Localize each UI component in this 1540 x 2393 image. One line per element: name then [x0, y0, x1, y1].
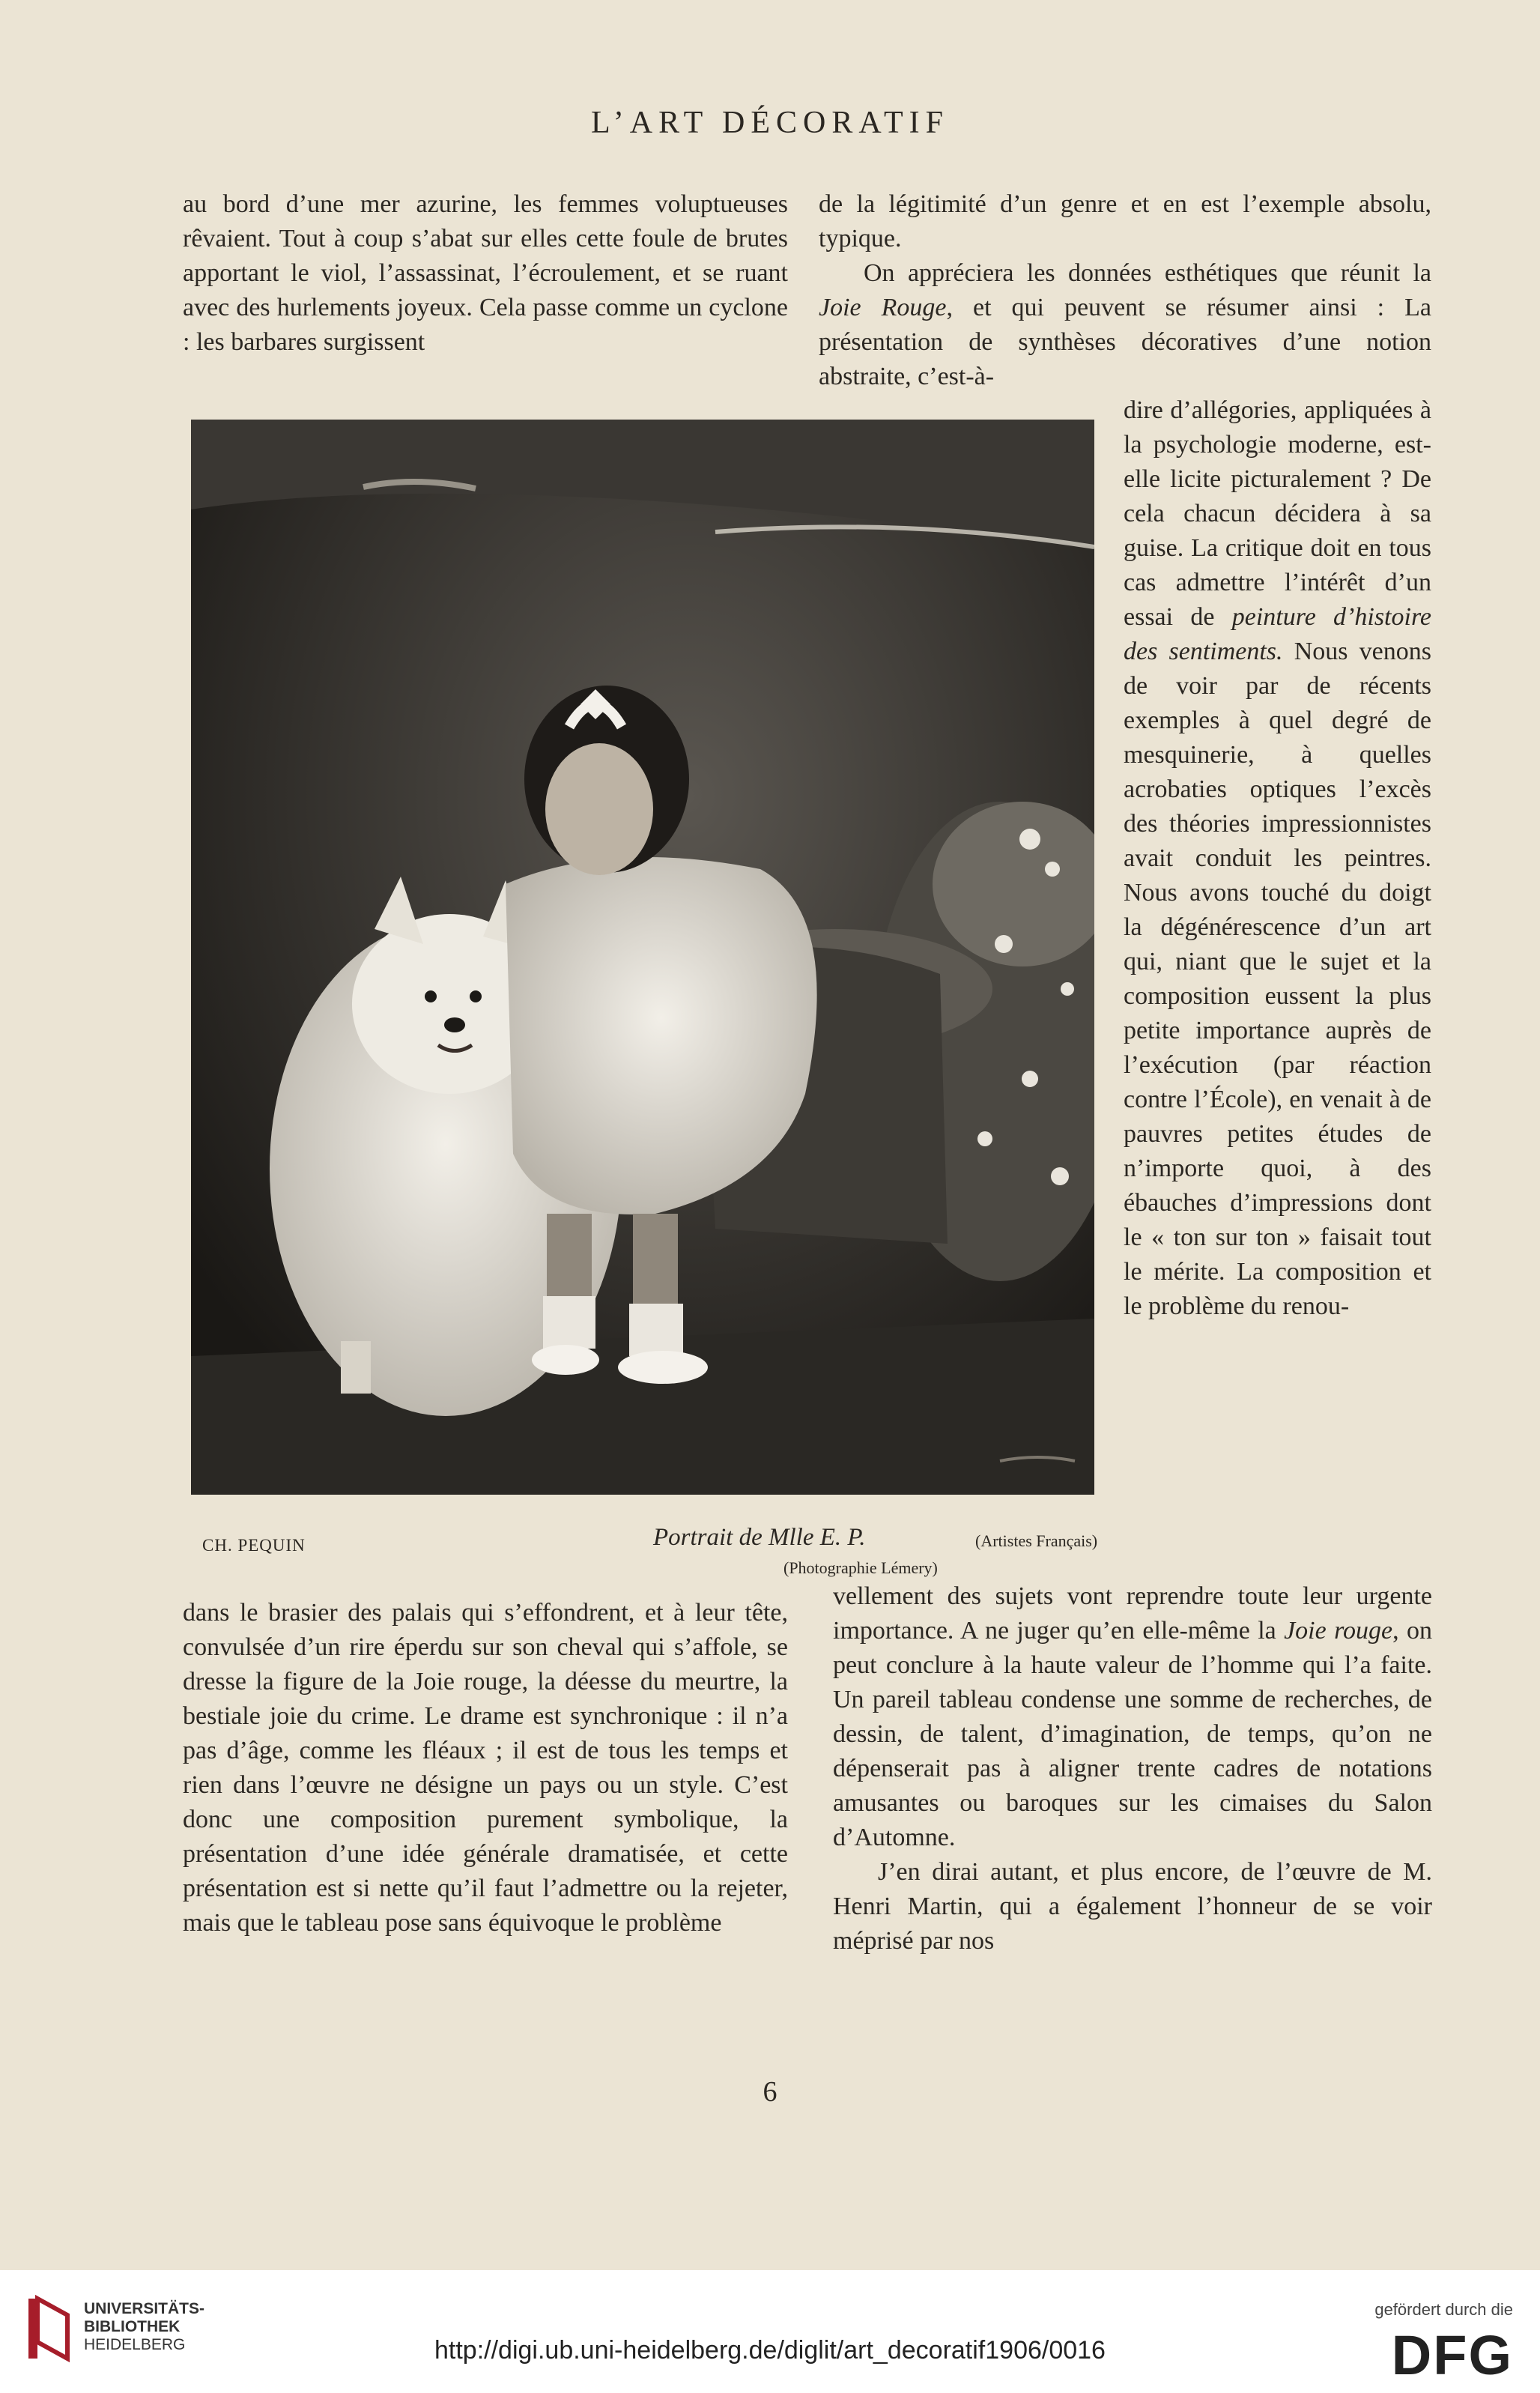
- emphasis: peinture d’histoire des sentiments.: [1124, 603, 1432, 665]
- paragraph: [1124, 393, 1431, 1324]
- text-run: , on peut conclure à la haute valeur de l’homme qui l’a faite. Un pareil tableau condense une somme de recherches, de dessin, de talent, d’imagination, de temps, qu’on ne dépenserait pas à aligner trente cadres de notations amusantes ou baroques sur les cimaises du Salon d’Automne.: [833, 1617, 1432, 1851]
- caption-source: (Artistes Français): [975, 1531, 1098, 1550]
- paragraph: au bord d’une mer azurine, les femmes voluptueuses rêvaient. Tout à coup s’abat sur elles cette foule de brutes apportant le viol, l’assassinat, l’écroulement, et se ruant avec des hurlements joyeux. Cela passe comme un cyclone : les barbares surgissent: [183, 190, 788, 356]
- emphasis: Joie rouge: [1284, 1617, 1393, 1645]
- text-column-right-top: [819, 187, 1431, 394]
- library-name-line: HEIDELBERG: [84, 2336, 186, 2353]
- painting-illustration: [191, 420, 1094, 1495]
- source-url-link[interactable]: http://digi.ub.uni-heidelberg.de/diglit/art_decoratif1906/0016: [434, 2336, 1106, 2365]
- library-name-line: UNIVERSITÄTS-: [84, 2300, 205, 2317]
- digitization-footer: [0, 2270, 1540, 2393]
- paragraph: [833, 1579, 1432, 1855]
- text-column-right-side: [1124, 393, 1431, 1324]
- text-run: dire d’allégories, appliquées à la psychologie moderne, est-elle licite picturalement ? De cela chacun décidera à sa guise. La critique doit en tous cas admettre l’intérêt d’un essai de: [1124, 396, 1431, 631]
- funder-caption: gefördert durch die: [1374, 2300, 1513, 2319]
- emphasis: Joie Rouge: [819, 294, 947, 321]
- text-run: On appréciera les données esthétiques que réunit la: [864, 259, 1431, 287]
- caption-artist: CH. PEQUIN: [202, 1536, 306, 1555]
- paragraph: [819, 256, 1431, 394]
- caption-title: Portrait de Mlle E. P.: [653, 1524, 866, 1551]
- text-run: vellement des sujets vont reprendre toute leur urgente importance. A ne juger qu’en elle-même la: [833, 1582, 1432, 1645]
- text-column-left-top: [183, 187, 788, 360]
- portrait-plate: [191, 420, 1094, 1495]
- dfg-logo: DFG: [1391, 2324, 1513, 2386]
- caption-photo-credit: (Photographie Lémery): [783, 1558, 938, 1577]
- paragraph: de la légitimité d’un genre et en est l’exemple absolu, typique.: [819, 190, 1431, 252]
- paragraph: dans le brasier des palais qui s’effondrent, et à leur tête, convulsée d’un rire éperdu sur son cheval qui s’affole, se dresse la figure de la Joie rouge, la déesse du meurtre, la bestiale joie du crime. Le drame est synchronique : il n’a pas d’âge, comme les fléaux ; il est de tous les temps et rien dans l’œuvre ne désigne un pays ou un style. C’est donc une composition purement symbolique, la présentation d’une idée générale dramatisée, et cette présentation est si nette qu’il faut l’admettre ou la rejeter, mais que le tableau pose sans équivoque le problème: [183, 1599, 788, 1937]
- text-run: Nous venons de voir par de récents exemples à quel degré de mesquinerie, à quelles acrobaties optiques l’excès des théories impressionnistes avait conduit les peintres. Nous avons touché du doigt la dégénérescence d’un art qui, niant que le sujet et la composition eussent la plus petite importance auprès de l’exécution (par réaction contre l’École), en venait à de pauvres petites études de n’importe quoi, à des ébauches d’impressions dont le « ton sur ton » faisait tout le mérite. La composition et le problème du renou-: [1124, 638, 1432, 1320]
- text-column-left-bottom: [183, 1596, 788, 1940]
- text-run: , et qui peuvent se résumer ainsi : La présentation de synthèses décoratives d’une notion abstraite, c’est-à-: [819, 294, 1431, 390]
- library-name-line: BIBLIOTHEK: [84, 2318, 181, 2335]
- page-number: 6: [763, 2076, 777, 2108]
- running-head: L’ART DÉCORATIF: [590, 106, 950, 140]
- paragraph: J’en dirai autant, et plus encore, de l’œuvre de M. Henri Martin, qui a également l’honneur de se voir méprisé par nos: [833, 1858, 1432, 1955]
- text-column-right-bottom: [833, 1579, 1432, 1958]
